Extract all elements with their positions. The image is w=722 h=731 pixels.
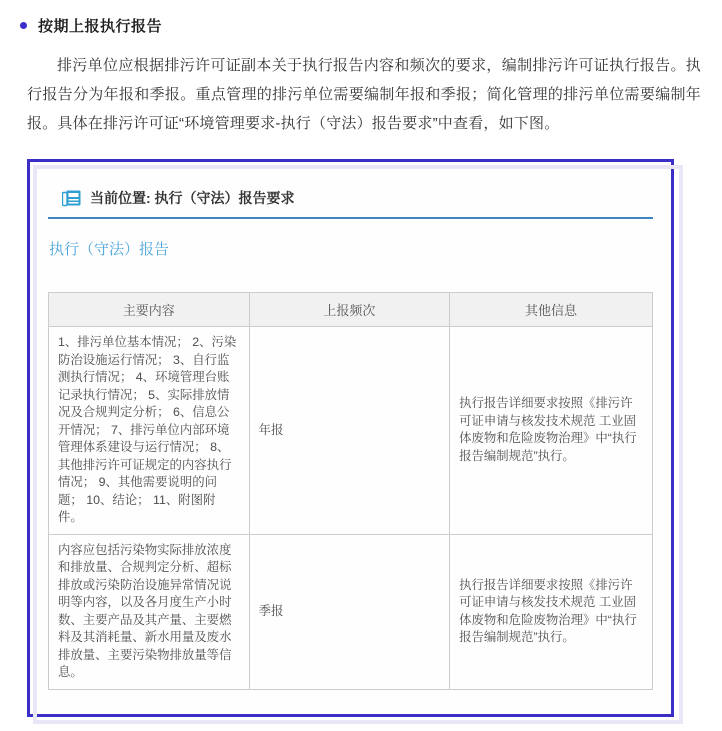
- column-header-other-info: 其他信息: [450, 293, 653, 327]
- cell-other-info: 执行报告详细要求按照《排污许可证申请与核发技术规范 工业固体废物和危险废物治理》中“执行报告编制规范”执行。: [450, 534, 653, 689]
- screenshot-panel: [27, 159, 674, 717]
- panel-section-title: 执行（守法）报告: [49, 241, 170, 258]
- table-row-quarterly: [49, 534, 653, 689]
- column-header-main-content: 主要内容: [49, 293, 250, 327]
- report-requirements-table: [48, 292, 653, 690]
- dot-bullet-icon: [20, 22, 27, 29]
- cell-main-content: 内容应包括污染物实际排放浓度和排放量、合规判定分析、超标排放或污染防治设施异常情况说明等内容，以及各月度生产小时数、主要产品及其产量、主要燃料及其消耗量、新水用量及废水排放量、主要污染物排放量等信息。: [49, 534, 250, 689]
- table-row-annual: [49, 327, 653, 535]
- cell-frequency: 季报: [249, 534, 450, 689]
- section-heading: 按期上报执行报告: [38, 18, 163, 35]
- newspaper-icon: [62, 190, 81, 207]
- cell-frequency: 年报: [249, 327, 450, 535]
- header-divider: [48, 217, 653, 219]
- breadcrumb-label: 当前位置: 执行（守法）报告要求: [90, 190, 295, 206]
- table-header-row: [49, 293, 653, 327]
- column-header-frequency: 上报频次: [249, 293, 450, 327]
- intro-paragraph: 排污单位应根据排污许可证副本关于执行报告内容和频次的要求，编制排污许可证执行报告。执行报告分为年报和季报。重点管理的排污单位需要编制年报和季报；简化管理的排污单位需要编制年报。具体在排污许可证“环境管理要求-执行（守法）报告要求”中查看，如下图。: [27, 57, 701, 132]
- breadcrumb: [62, 188, 653, 208]
- cell-other-info: 执行报告详细要求按照《排污许可证申请与核发技术规范 工业固体废物和危险废物治理》中“执行报告编制规范”执行。: [450, 327, 653, 535]
- cell-main-content: 1、排污单位基本情况； 2、污染防治设施运行情况； 3、自行监测执行情况； 4、环境管理台账记录执行情况； 5、实际排放情况及合规判定分析； 6、信息公开情况； 7、排污单位内部环境管理体系建设与运行情况； 8、其他排污许可证规定的内容执行情况； 9、其他需要说明的问题； 10、结论； 11、附图附件。: [49, 327, 250, 535]
- section-heading-row: [0, 0, 722, 36]
